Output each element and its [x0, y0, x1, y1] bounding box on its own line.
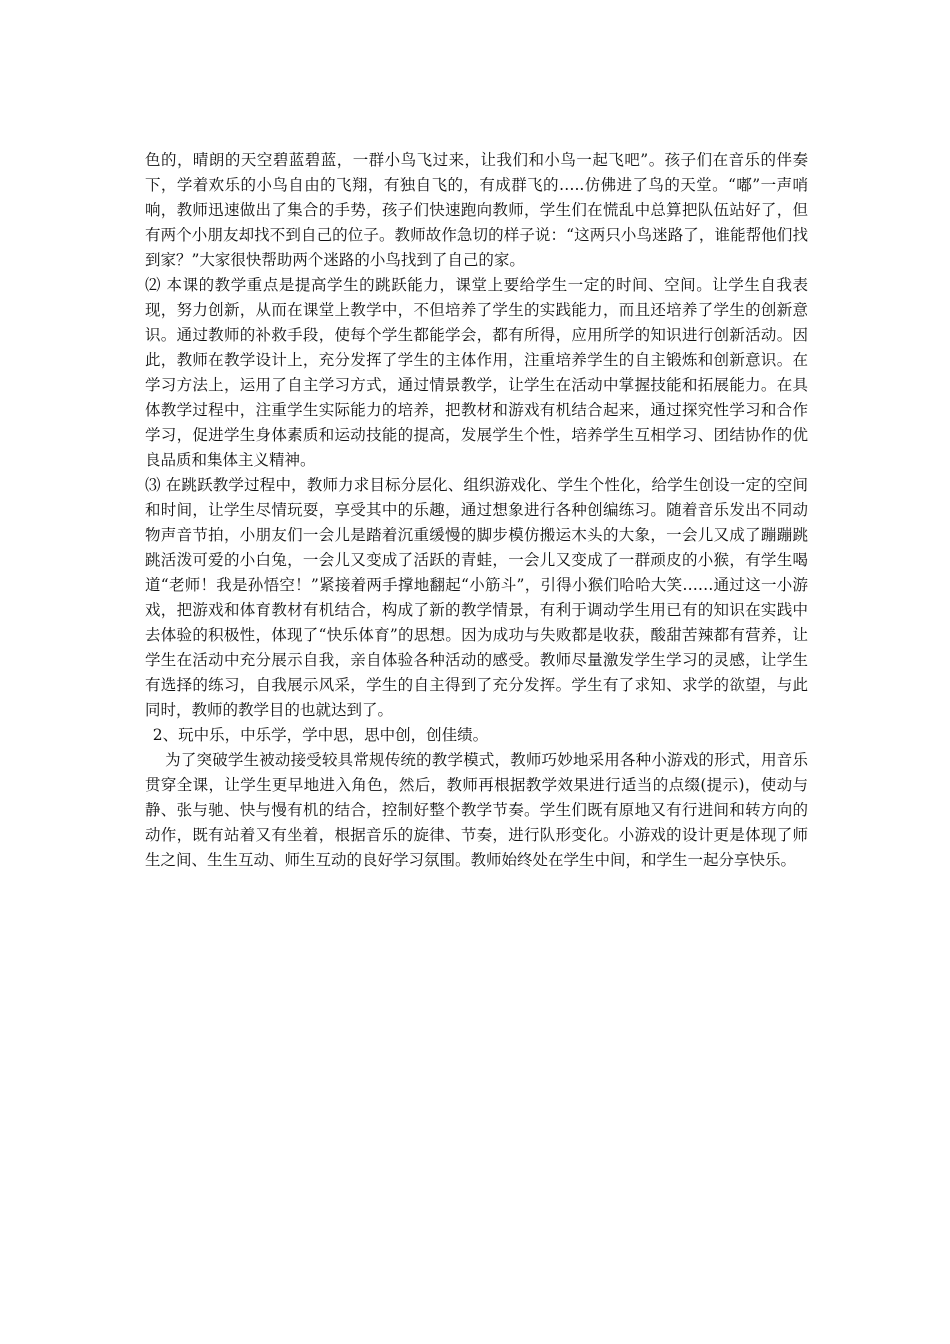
paragraph-continuation: 色的，晴朗的天空碧蓝碧蓝，一群小鸟飞过来，让我们和小鸟一起飞吧”。孩子们在音乐的伴奏下，学着欢乐的小鸟自由的飞翔，有独自飞的，有成群飞的…..仿佛进了鸟的天堂。“嘟”一声哨响，教师迅速做出了集合的手势，孩子们快速跑向教师，学生们在慌乱中总算把队伍站好了，但有两个小朋友却找不到自己的位子。教师故作急切的样子说：“这两只小鸟迷路了，谁能帮他们找到家？”大家很快帮助两个迷路的小鸟找到了自己的家。 [145, 151, 808, 269]
section-heading-2: 2、玩中乐，中乐学，学中思，思中创，创佳绩。 [152, 726, 489, 744]
paragraph-section-2-body: 为了突破学生被动接受较具常规传统的教学模式，教师巧妙地采用各种小游戏的形式，用音乐贯穿全课，让学生更早地进入角色，然后，教师再根据教学效果进行适当的点缀(提示)，使动与静、张与驰、快与慢有机的结合，控制好整个教学节奏。学生们既有原地又有行进间和转方向的动作，既有站着又有坐着，根据音乐的旋律、节奏，进行队形变化。小游戏的设计更是体现了师生之间、生生互动、师生互动的良好学习氛围。教师始终处在学生中间，和学生一起分享快乐。 [145, 751, 808, 869]
document-body [145, 148, 808, 873]
paragraph-point-2: ⑵ 本课的教学重点是提高学生的跳跃能力，课堂上要给学生一定的时间、空间。让学生自我表现，努力创新，从而在课堂上教学中，不但培养了学生的实践能力，而且还培养了学生的创新意识。通过教师的补救手段，使每个学生都能学会，都有所得，应用所学的知识进行创新活动。因此，教师在教学设计上，充分发挥了学生的主体作用，注重培养学生的自主锻炼和创新意识。在学习方法上，运用了自主学习方式，通过情景教学，让学生在活动中掌握技能和拓展能力。在具体教学过程中，注重学生实际能力的培养，把教材和游戏有机结合起来，通过探究性学习和合作学习，促进学生身体素质和运动技能的提高，发展学生个性，培养学生互相学习、团结协作的优良品质和集体主义精神。 [145, 276, 808, 469]
paragraph-point-3: ⑶ 在跳跃教学过程中，教师力求目标分层化、组织游戏化、学生个性化，给学生创设一定的空间和时间，让学生尽情玩耍，享受其中的乐趣，通过想象进行各种创编练习。随着音乐发出不同动物声音节拍，小朋友们一会儿是踏着沉重缓慢的脚步模仿搬运木头的大象，一会儿又成了蹦蹦跳跳活泼可爱的小白兔，一会儿又变成了活跃的青蛙，一会儿又变成了一群顽皮的小猴，有学生喝道“老师！我是孙悟空！”紧接着两手撑地翻起“小筋斗”，引得小猴们哈哈大笑……通过这一小游戏，把游戏和体育教材有机结合，构成了新的教学情景，有利于调动学生用已有的知识在实践中去体验的积极性，体现了“快乐体育”的思想。因为成功与失败都是收获，酸甜苦辣都有营养，让学生在活动中充分展示自我，亲自体验各种活动的感受。教师尽量激发学生学习的灵感，让学生有选择的练习，自我展示风采，学生的自主得到了充分发挥。学生有了求知、求学的欲望，与此同时，教师的教学目的也就达到了。 [145, 476, 808, 719]
